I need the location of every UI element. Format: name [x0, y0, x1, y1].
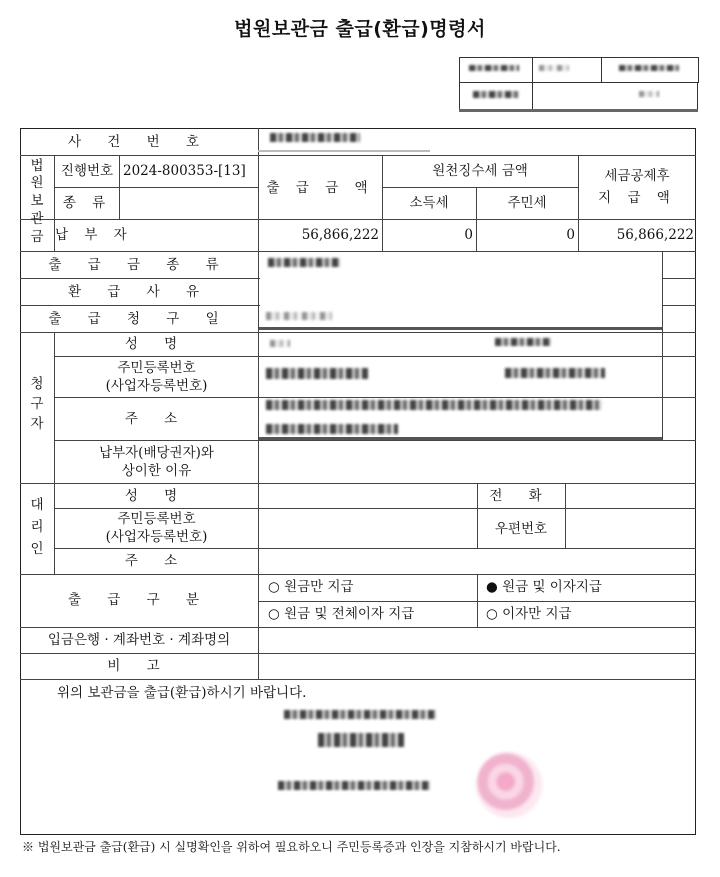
agent-business-number-label: (사업자등록번호): [105, 529, 208, 545]
option-principal-full-interest[interactable]: ○ 원금 및 전체이자 지급: [268, 606, 415, 622]
income-tax-value: 0: [464, 227, 473, 243]
withholding-label: 원천징수세 금액: [432, 163, 528, 179]
seal-stamp: [476, 752, 542, 818]
payout-kind-label: 출 급 금 종 류: [48, 257, 230, 273]
refund-reason-label: 환 급 사 유: [67, 284, 211, 300]
remarks-label: 비 고: [107, 658, 171, 674]
resident-tax-value: 0: [566, 227, 575, 243]
claimant-address-label: 주 소: [124, 411, 189, 427]
payer-diff-label-2: 상이한 이유: [121, 463, 192, 479]
agent-name-label: 성 명: [124, 488, 189, 504]
payout-division-label: 출 급 구 분: [67, 592, 211, 608]
payout-amount-value: 56,866,222: [301, 227, 379, 243]
document-title: 법원보관금 출급(환급)명령서: [234, 18, 486, 40]
claimant-business-number-label: (사업자등록번호): [105, 378, 208, 394]
claimant-resident-number-label: 주민등록번호: [117, 360, 196, 376]
payer-label: 납 부 자: [55, 227, 133, 243]
resident-tax-label: 주민세: [507, 195, 547, 211]
agent-address-label: 주 소: [124, 553, 189, 569]
phone-label: 전 화: [489, 488, 553, 504]
request-sentence: 위의 보관금을 출급(환급)하시기 바랍니다.: [57, 685, 307, 701]
footnote: ※ 법원보관금 출급(환급) 시 실명확인을 위하여 필요하오니 주민등록증과 인장을 지참하시기 바랍니다.: [22, 840, 561, 854]
payout-amount-label: 출 급 금 액: [266, 180, 374, 196]
type-label: 종 류: [62, 195, 112, 211]
net-payment-value: 56,866,222: [616, 227, 694, 243]
progress-number-value: 2024-800353-[13]: [123, 163, 246, 179]
income-tax-label: 소득세: [409, 195, 449, 211]
case-number-label: 사 건 번 호: [67, 134, 211, 150]
net-payment-label: 세금공제후: [604, 168, 670, 184]
option-principal-only[interactable]: ○ 원금만 지급: [268, 579, 354, 595]
request-date-label: 출 급 청 구 일: [48, 311, 230, 327]
claimant-name-label: 성 명: [124, 336, 189, 352]
progress-number-label: 진행번호: [60, 163, 114, 179]
option-principal-interest[interactable]: ● 원금 및 이자지급: [486, 579, 602, 595]
approval-box: [459, 57, 698, 112]
postal-code-label: 우편번호: [494, 521, 548, 537]
net-payment-label-2: 지 급 액: [598, 190, 676, 206]
option-interest-only[interactable]: ○ 이자만 지급: [486, 606, 572, 622]
agent-resident-number-label: 주민등록번호: [117, 511, 196, 527]
bank-account-label: 입금은행 · 계좌번호 · 계좌명의: [47, 632, 231, 648]
payer-diff-label: 납부자(배당권자)와: [99, 445, 214, 461]
